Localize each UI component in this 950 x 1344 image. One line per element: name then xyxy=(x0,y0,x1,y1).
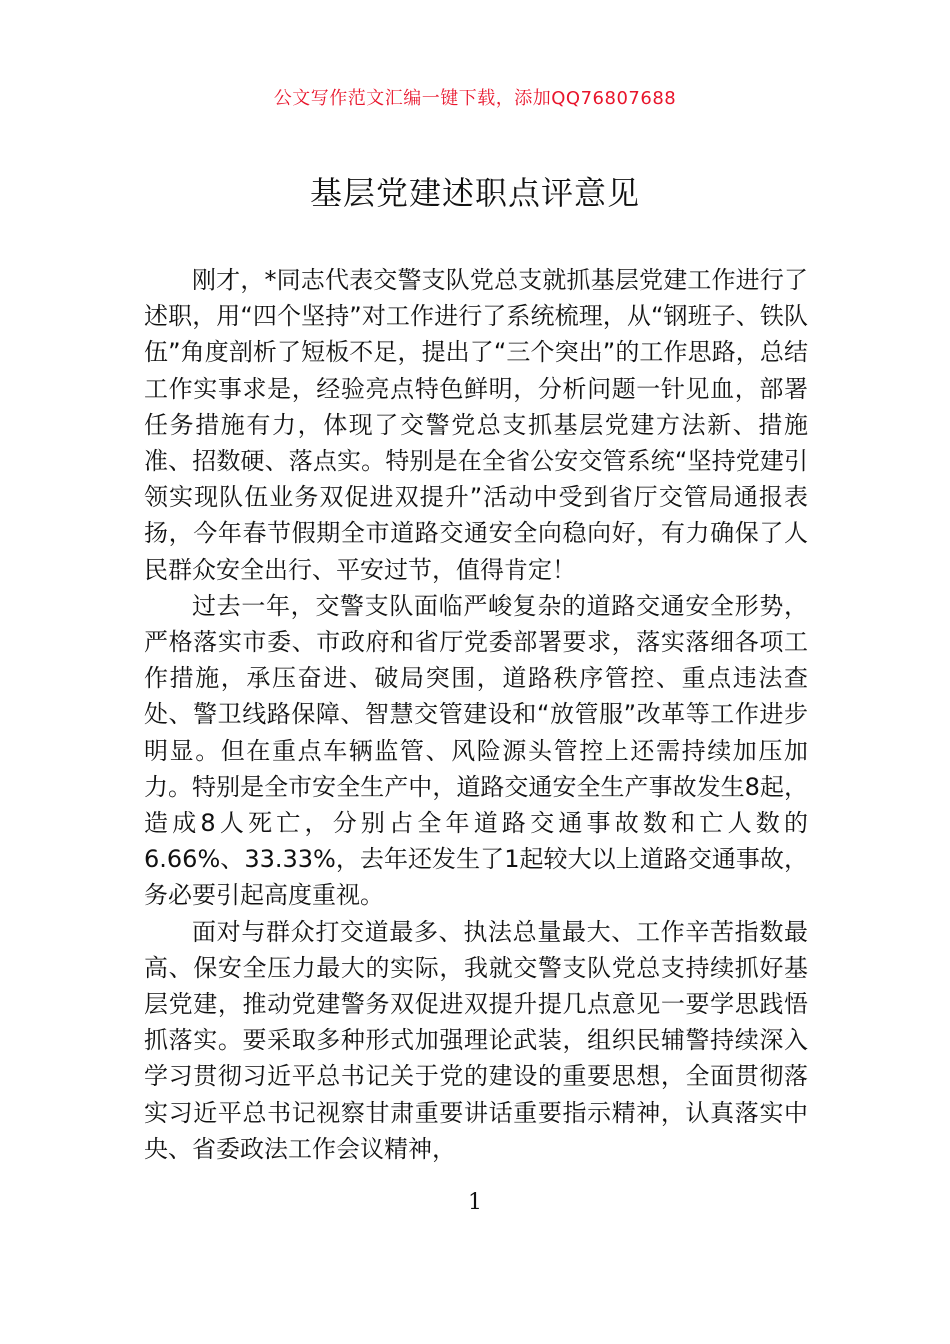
document-body xyxy=(144,262,808,1167)
page-number: 1 xyxy=(468,1190,482,1215)
paragraph-2: 过去一年，交警支队面临严峻复杂的道路交通安全形势，严格落实市委、市政府和省厅党委部署要求，落实落细各项工作措施，承压奋进、破局突围，道路秩序管控、重点违法查处、警卫线路保障、智慧交管建设和“放管服”改革等工作进步明显。但在重点车辆监管、风险源头管控上还需持续加压加力。特别是全市安全生产中，道路交通安全生产事故发生8起，造成8人死亡，分别占全年道路交通事故数和亡人数的6.66%、33.33%，去年还发生了1起较大以上道路交通事故，务必要引起高度重视。 xyxy=(144,591,808,910)
paragraph-3: 面对与群众打交道最多、执法总量最大、工作辛苦指数最高、保安全压力最大的实际，我就交警支队党总支持续抓好基层党建，推动党建警务双促进双提升提几点意见一要学思践悟抓落实。要采取多种形式加强理论武装，组织民辅警持续深入学习贯彻习近平总书记关于党的建设的重要思想，全面贯彻落实习近平总书记视察甘肃重要讲话重要指示精神，认真落实中央、省委政法工作会议精神， xyxy=(144,917,808,1163)
document-title: 基层党建述职点评意见 xyxy=(309,174,640,212)
header-download-note: 公文写作范文汇编一键下载，添加QQ76807688 xyxy=(273,88,677,109)
paragraph-1: 刚才，*同志代表交警支队党总支就抓基层党建工作进行了述职，用“四个坚持”对工作进行了系统梳理，从“钢班子、铁队伍”角度剖析了短板不足，提出了“三个突出”的工作思路，总结工作实事求是，经验亮点特色鲜明，分析问题一针见血，部署任务措施有力，体现了交警党总支抓基层党建方法新、措施准、招数硬、落点实。特别是在全省公安交管系统“坚持党建引领实现队伍业务双促进双提升”活动中受到省厅交管局通报表扬，今年春节假期全市道路交通安全向稳向好，有力确保了人民群众安全出行、平安过节，值得肯定！ xyxy=(144,266,808,584)
